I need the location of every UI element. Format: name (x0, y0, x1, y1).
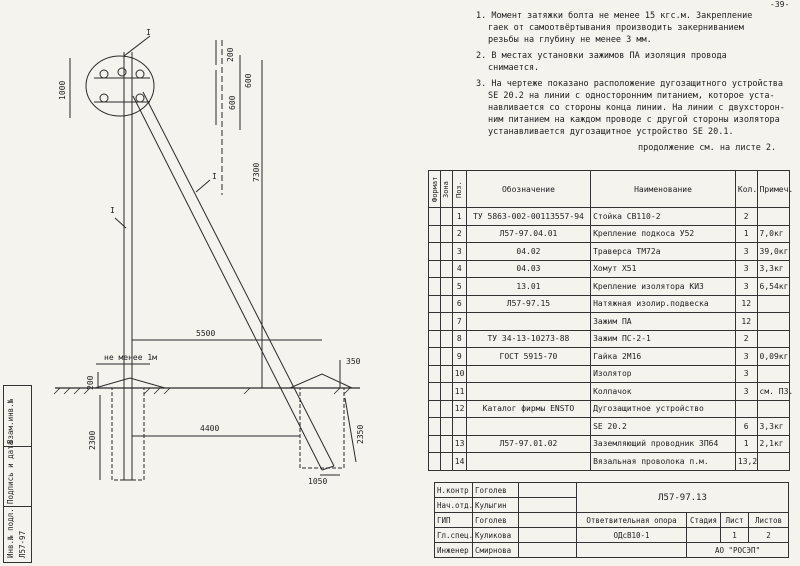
header-name: Наименование (591, 171, 736, 208)
format-cell (429, 348, 441, 366)
table-row (429, 435, 790, 453)
pos-cell (452, 418, 466, 436)
format-cell (429, 365, 441, 383)
note-2-line: 2. В местах установки зажимов ПА изоляция провода (476, 51, 727, 61)
table-row (429, 208, 790, 226)
table-row (429, 243, 790, 261)
detail-circle (86, 56, 154, 116)
title-block (434, 482, 789, 558)
name-cell: Изолятор (591, 365, 736, 383)
designation-cell: Л57-97.01.02 (466, 435, 590, 453)
callout-label: I (146, 28, 151, 37)
zone-cell (440, 348, 452, 366)
note-cell: 0,09кг (757, 348, 789, 366)
organization: АО "РОСЭП" (687, 543, 789, 558)
note-3-line: 3. На чертеже показано расположение дугозащитного устройства (476, 79, 784, 89)
note-cell: см. П3. (757, 383, 789, 401)
zone-cell (440, 435, 452, 453)
zone-cell (440, 295, 452, 313)
designation-cell: Каталог фирмы ENSTO (466, 400, 590, 418)
role-cell: Нач.отд. (435, 498, 473, 513)
note-cell: 6,54кг (757, 278, 789, 296)
pos-cell: 11 (452, 383, 466, 401)
note-cell: 7,0кг (757, 225, 789, 243)
note-cell (757, 295, 789, 313)
zone-cell (440, 208, 452, 226)
specification-table (428, 170, 794, 471)
table-row (429, 400, 790, 418)
zone-cell (440, 365, 452, 383)
note-cell: 3,3кг (757, 418, 789, 436)
zone-cell (440, 225, 452, 243)
designation-cell (466, 313, 590, 331)
brace-upper-edge (133, 96, 322, 470)
dimension-label: 2350 (356, 424, 365, 444)
drawing-subtitle: ОДсВ10-1 (577, 528, 687, 543)
role-cell: ГИП (435, 513, 473, 528)
qty-cell: 3 (735, 278, 757, 296)
role-cell: Н.контр (435, 483, 473, 498)
pos-cell: 5 (452, 278, 466, 296)
format-cell (429, 418, 441, 436)
brace-lower-edge (143, 92, 334, 466)
callout-label: I (212, 172, 217, 181)
dimension-label: 2300 (88, 430, 97, 450)
dimension-label: 5500 (196, 329, 216, 338)
continuation-note: продолжение см. на листе 2. (638, 143, 777, 153)
qty-cell: 13,2 (735, 453, 757, 471)
qty-cell: 3 (735, 348, 757, 366)
table-row (429, 278, 790, 296)
pos-cell: 9 (452, 348, 466, 366)
qty-cell: 2 (735, 208, 757, 226)
stamp-inv-value: Л57-97 (18, 530, 27, 558)
dimension-label: 350 (346, 357, 361, 366)
dimension-label: 600 (244, 73, 253, 88)
name-cell: Кулыгин (473, 498, 519, 513)
zone-cell (440, 453, 452, 471)
format-cell (429, 330, 441, 348)
table-row (429, 260, 790, 278)
designation-cell: 04.03 (466, 260, 590, 278)
zone-cell (440, 330, 452, 348)
qty-cell: 1 (735, 435, 757, 453)
qty-cell (735, 400, 757, 418)
format-cell (429, 453, 441, 471)
note-1-line: резьбы на глубину не менее 3 мм. (488, 35, 652, 45)
note-2-line: снимается. (488, 63, 540, 73)
note-cell (757, 365, 789, 383)
qty-cell: 2 (735, 330, 757, 348)
dimension-label: 200 (86, 375, 95, 390)
table-row (429, 418, 790, 436)
name-cell: Гайка 2М16 (591, 348, 736, 366)
designation-cell: 13.01 (466, 278, 590, 296)
name-cell: Заземляющий проводник ЗП64 (591, 435, 736, 453)
dimension-label: 200 (226, 47, 235, 62)
zone-cell (440, 313, 452, 331)
format-cell (429, 243, 441, 261)
note-3-line: SE 20.2 на линии с односторонним питанием, которое уста- (488, 91, 775, 101)
name-cell: Зажим ПА (591, 313, 736, 331)
pos-cell: 4 (452, 260, 466, 278)
note-cell (757, 313, 789, 331)
designation-cell: Л57-97.15 (466, 295, 590, 313)
table-header-row (429, 171, 790, 208)
pos-cell: 7 (452, 313, 466, 331)
dimension-label: 7300 (252, 162, 261, 182)
table-row (429, 313, 790, 331)
qty-cell: 3 (735, 260, 757, 278)
zone-cell (440, 260, 452, 278)
name-cell: Натяжная изолир.подвеска (591, 295, 736, 313)
note-cell (757, 400, 789, 418)
format-cell (429, 278, 441, 296)
note-cell (757, 330, 789, 348)
pos-cell: 10 (452, 365, 466, 383)
table-row (429, 330, 790, 348)
table-row (429, 453, 790, 471)
note-1-line: гаек от самоотвёртывания производить закерниванием (488, 23, 744, 33)
dimension-label: 1000 (58, 80, 67, 100)
side-stamp (3, 385, 32, 563)
header-qty: Кол. (735, 171, 757, 208)
table-row (429, 383, 790, 401)
table-row (429, 348, 790, 366)
qty-cell: 12 (735, 313, 757, 331)
sheets-label: Листов (749, 513, 789, 528)
header-pos: Поз. (452, 171, 466, 208)
note-3-line: навливается со стороны конца линии. На линии с двухсторон- (488, 103, 785, 113)
name-cell: Зажим ПС-2-1 (591, 330, 736, 348)
sheet-number: -39- (770, 0, 790, 9)
format-cell (429, 295, 441, 313)
format-cell (429, 313, 441, 331)
stamp-replace-inv: Взам.инв.№ (6, 398, 15, 444)
format-cell (429, 260, 441, 278)
sheets-value: 2 (749, 528, 789, 543)
dimension-label: 600 (228, 95, 237, 110)
stamp-sign-date: Подпись и дата (6, 440, 15, 504)
qty-cell: 3 (735, 365, 757, 383)
qty-cell: 6 (735, 418, 757, 436)
pos-cell: 2 (452, 225, 466, 243)
stage-label: Стадия (687, 513, 721, 528)
header-format: Формат (429, 171, 441, 208)
dimension-label: не менее 1м (104, 353, 157, 362)
sheet-value: 1 (721, 528, 749, 543)
name-cell: Куликова (473, 528, 519, 543)
header-zone: Зона (440, 171, 452, 208)
name-cell: Вязальная проволока п.м. (591, 453, 736, 471)
format-cell (429, 435, 441, 453)
header-designation: Обозначение (466, 171, 590, 208)
note-1-line: 1. Момент затяжки болта не менее 15 кгс.м. Закрепление (476, 11, 753, 21)
name-cell: SE 20.2 (591, 418, 736, 436)
name-cell: Стойка СВ110-2 (591, 208, 736, 226)
name-cell: Крепление изолятора КИЗ (591, 278, 736, 296)
designation-cell: 04.02 (466, 243, 590, 261)
designation-cell (466, 418, 590, 436)
format-cell (429, 208, 441, 226)
name-cell: Хомут Х51 (591, 260, 736, 278)
name-cell: Дугозащитное устройство (591, 400, 736, 418)
sheet-label: Лист (721, 513, 749, 528)
pos-cell: 6 (452, 295, 466, 313)
name-cell: Колпачок (591, 383, 736, 401)
zone-cell (440, 278, 452, 296)
designation-cell (466, 383, 590, 401)
note-cell: 2,1кг (757, 435, 789, 453)
qty-cell: 3 (735, 243, 757, 261)
header-note: Примеч. (757, 171, 789, 208)
designation-cell (466, 453, 590, 471)
zone-cell (440, 418, 452, 436)
designation-cell: ГОСТ 5915-70 (466, 348, 590, 366)
pos-cell: 8 (452, 330, 466, 348)
role-cell: Инженер (435, 543, 473, 558)
pos-cell: 14 (452, 453, 466, 471)
table-row (429, 295, 790, 313)
qty-cell: 3 (735, 383, 757, 401)
format-cell (429, 400, 441, 418)
name-cell: Гоголев (473, 513, 519, 528)
qty-cell: 12 (735, 295, 757, 313)
drawing-title: Ответвительная опора (577, 513, 687, 528)
pos-cell: 12 (452, 400, 466, 418)
designation-cell (466, 365, 590, 383)
format-cell (429, 383, 441, 401)
name-cell: Траверса ТМ72а (591, 243, 736, 261)
table-row (429, 225, 790, 243)
name-cell: Гоголев (473, 483, 519, 498)
pos-cell: 3 (452, 243, 466, 261)
pos-cell: 13 (452, 435, 466, 453)
designation-cell: Л57-97.04.01 (466, 225, 590, 243)
pos-cell: 1 (452, 208, 466, 226)
note-cell: 39,0кг (757, 243, 789, 261)
qty-cell: 1 (735, 225, 757, 243)
name-cell: Крепление подкоса У52 (591, 225, 736, 243)
zone-cell (440, 400, 452, 418)
note-cell (757, 208, 789, 226)
note-3-line: устанавливается дугозащитное устройство SE 20.1. (488, 127, 734, 137)
dimension-label: 4400 (200, 424, 220, 433)
table-row (429, 365, 790, 383)
doc-code: Л57-97.13 (577, 483, 789, 513)
stamp-inv-orig: Инв.№ подл. (6, 508, 15, 558)
callout-label: I (110, 206, 115, 215)
role-cell: Гл.спец. (435, 528, 473, 543)
zone-cell (440, 383, 452, 401)
note-cell: 3,3кг (757, 260, 789, 278)
dimension-label: 1050 (308, 477, 328, 486)
name-cell: Смирнова (473, 543, 519, 558)
note-cell (757, 453, 789, 471)
zone-cell (440, 243, 452, 261)
designation-cell: ТУ 5863-002-00113557-94 (466, 208, 590, 226)
note-3-line: ним питанием на каждом проводе с другой стороны изолятора (488, 115, 780, 125)
format-cell (429, 225, 441, 243)
designation-cell: ТУ 34-13-10273-88 (466, 330, 590, 348)
